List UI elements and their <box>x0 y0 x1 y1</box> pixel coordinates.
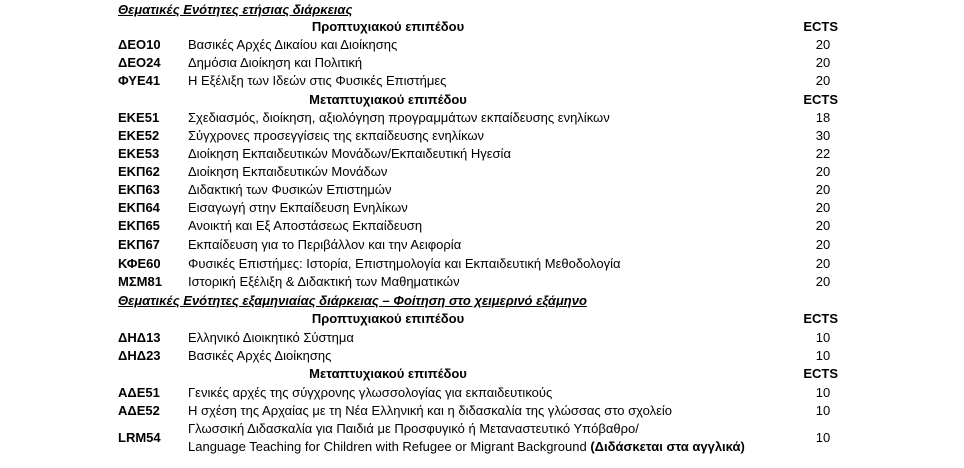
course-code: ΕΚΕ53 <box>118 146 160 161</box>
course-row <box>118 37 838 55</box>
course-ects: 20 <box>815 218 831 233</box>
course-code: ΑΔΕ51 <box>118 385 160 400</box>
level-label: Προπτυχιακού επιπέδου <box>311 311 465 326</box>
course-title: Διοίκηση Εκπαιδευτικών Μονάδων/Εκπαιδευτική Ηγεσία <box>188 146 511 161</box>
course-title: Φυσικές Επιστήμες: Ιστορία, Επιστημολογία και Εκπαιδευτική Μεθοδολογία <box>188 256 621 271</box>
course-row <box>118 403 838 421</box>
course-title: Γλωσσική Διδασκαλία για Παιδιά με Προσφυγικό ή Μεταναστευτικό Υπόβαθρο/ <box>188 421 639 436</box>
course-title: Διοίκηση Εκπαιδευτικών Μονάδων <box>188 164 388 179</box>
course-row <box>118 200 838 218</box>
course-title: Ιστορική Εξέλιξη & Διδακτική των Μαθηματικών <box>188 274 460 289</box>
course-ects: 20 <box>815 200 831 215</box>
course-ects: 20 <box>815 37 831 52</box>
course-ects: 10 <box>815 330 831 345</box>
course-ects: 10 <box>815 403 831 418</box>
section-title-annual: Θεματικές Ενότητες ετήσιας διάρκειας <box>118 2 353 17</box>
course-code: ΕΚΕ52 <box>118 128 160 143</box>
course-code: ΔΗΔ13 <box>118 330 161 345</box>
course-row <box>118 128 838 146</box>
course-row <box>118 218 838 236</box>
course-title: Δημόσια Διοίκηση και Πολιτική <box>188 55 363 70</box>
course-ects: 20 <box>815 55 831 70</box>
course-ects: 18 <box>815 110 831 125</box>
course-ects: 20 <box>815 256 831 271</box>
course-row <box>118 385 838 403</box>
course-ects: 20 <box>815 164 831 179</box>
course-code: ΕΚΠ62 <box>118 164 160 179</box>
course-title-line2 <box>188 439 745 454</box>
course-code: ΑΔΕ52 <box>118 403 160 418</box>
course-code: ΜΣΜ81 <box>118 274 162 289</box>
course-row <box>118 348 838 366</box>
course-code: ΚΦΕ60 <box>118 256 161 271</box>
course-row <box>118 146 838 164</box>
course-row <box>118 110 838 128</box>
ects-header: ECTS <box>803 19 838 34</box>
course-code: ΔΕΟ10 <box>118 37 161 52</box>
course-row <box>118 256 838 274</box>
course-ects: 20 <box>815 73 831 88</box>
course-title: Βασικές Αρχές Δικαίου και Διοίκησης <box>188 37 398 52</box>
course-row <box>118 421 838 457</box>
level-label: Μεταπτυχιακού επιπέδου <box>309 366 467 381</box>
course-row <box>118 164 838 182</box>
course-code: ΔΗΔ23 <box>118 348 161 363</box>
course-title: Ελληνικό Διοικητικό Σύστημα <box>188 330 354 345</box>
section-title-semester: Θεματικές Ενότητες εξαμηνιαίας διάρκειας – Φοίτηση στο χειμερινό εξάμηνο <box>118 293 587 308</box>
course-code: ΕΚΠ67 <box>118 237 160 252</box>
course-row <box>118 55 838 73</box>
course-row <box>118 274 838 292</box>
ects-header: ECTS <box>803 92 838 107</box>
course-title: Σύγχρονες προσεγγίσεις της εκπαίδευσης ενηλίκων <box>188 128 485 143</box>
course-ects: 30 <box>815 128 831 143</box>
course-code: ΕΚΕ51 <box>118 110 160 125</box>
course-ects: 20 <box>815 182 831 197</box>
course-title: Διδακτική των Φυσικών Επιστημών <box>188 182 392 197</box>
course-row <box>118 73 838 91</box>
course-row <box>118 330 838 348</box>
level-label: Μεταπτυχιακού επιπέδου <box>309 92 467 107</box>
course-code: ΔΕΟ24 <box>118 55 161 70</box>
course-ects: 10 <box>815 385 831 400</box>
course-code: ΦΥΕ41 <box>118 73 161 88</box>
group-header-undergraduate <box>118 19 838 37</box>
language-note: (Διδάσκεται στα αγγλικά) <box>590 439 745 454</box>
course-code: ΕΚΠ65 <box>118 218 160 233</box>
course-title: Βασικές Αρχές Διοίκησης <box>188 348 332 363</box>
course-title: Σχεδιασμός, διοίκηση, αξιολόγηση προγραμμάτων εκπαίδευσης ενηλίκων <box>188 110 610 125</box>
course-code: ΕΚΠ64 <box>118 200 160 215</box>
course-title: Η Εξέλιξη των Ιδεών στις Φυσικές Επιστήμες <box>188 73 447 88</box>
course-ects: 10 <box>815 430 831 445</box>
course-title-english: Language Teaching for Children with Refugee or Migrant Background <box>188 439 587 454</box>
course-row <box>118 237 838 255</box>
ects-header: ECTS <box>803 366 838 381</box>
course-code: ΕΚΠ63 <box>118 182 160 197</box>
course-title: Εισαγωγή στην Εκπαίδευση Ενηλίκων <box>188 200 408 215</box>
course-ects: 20 <box>815 274 831 289</box>
level-label: Προπτυχιακού επιπέδου <box>311 19 465 34</box>
course-title: Γενικές αρχές της σύγχρονης γλωσσολογίας για εκπαιδευτικούς <box>188 385 553 400</box>
group-header-undergraduate <box>118 311 838 329</box>
course-title: Ανοικτή και Εξ Αποστάσεως Εκπαίδευση <box>188 218 423 233</box>
course-ects: 10 <box>815 348 831 363</box>
group-header-postgraduate <box>118 366 838 384</box>
course-title: Η σχέση της Αρχαίας με τη Νέα Ελληνική και η διδασκαλία της γλώσσας στο σχολείο <box>188 403 673 418</box>
course-title: Εκπαίδευση για το Περιβάλλον και την Αειφορία <box>188 237 462 252</box>
course-code: LRM54 <box>118 430 161 445</box>
ects-header: ECTS <box>803 311 838 326</box>
group-header-postgraduate <box>118 92 838 110</box>
course-row <box>118 182 838 200</box>
course-ects: 22 <box>815 146 831 161</box>
course-ects: 20 <box>815 237 831 252</box>
